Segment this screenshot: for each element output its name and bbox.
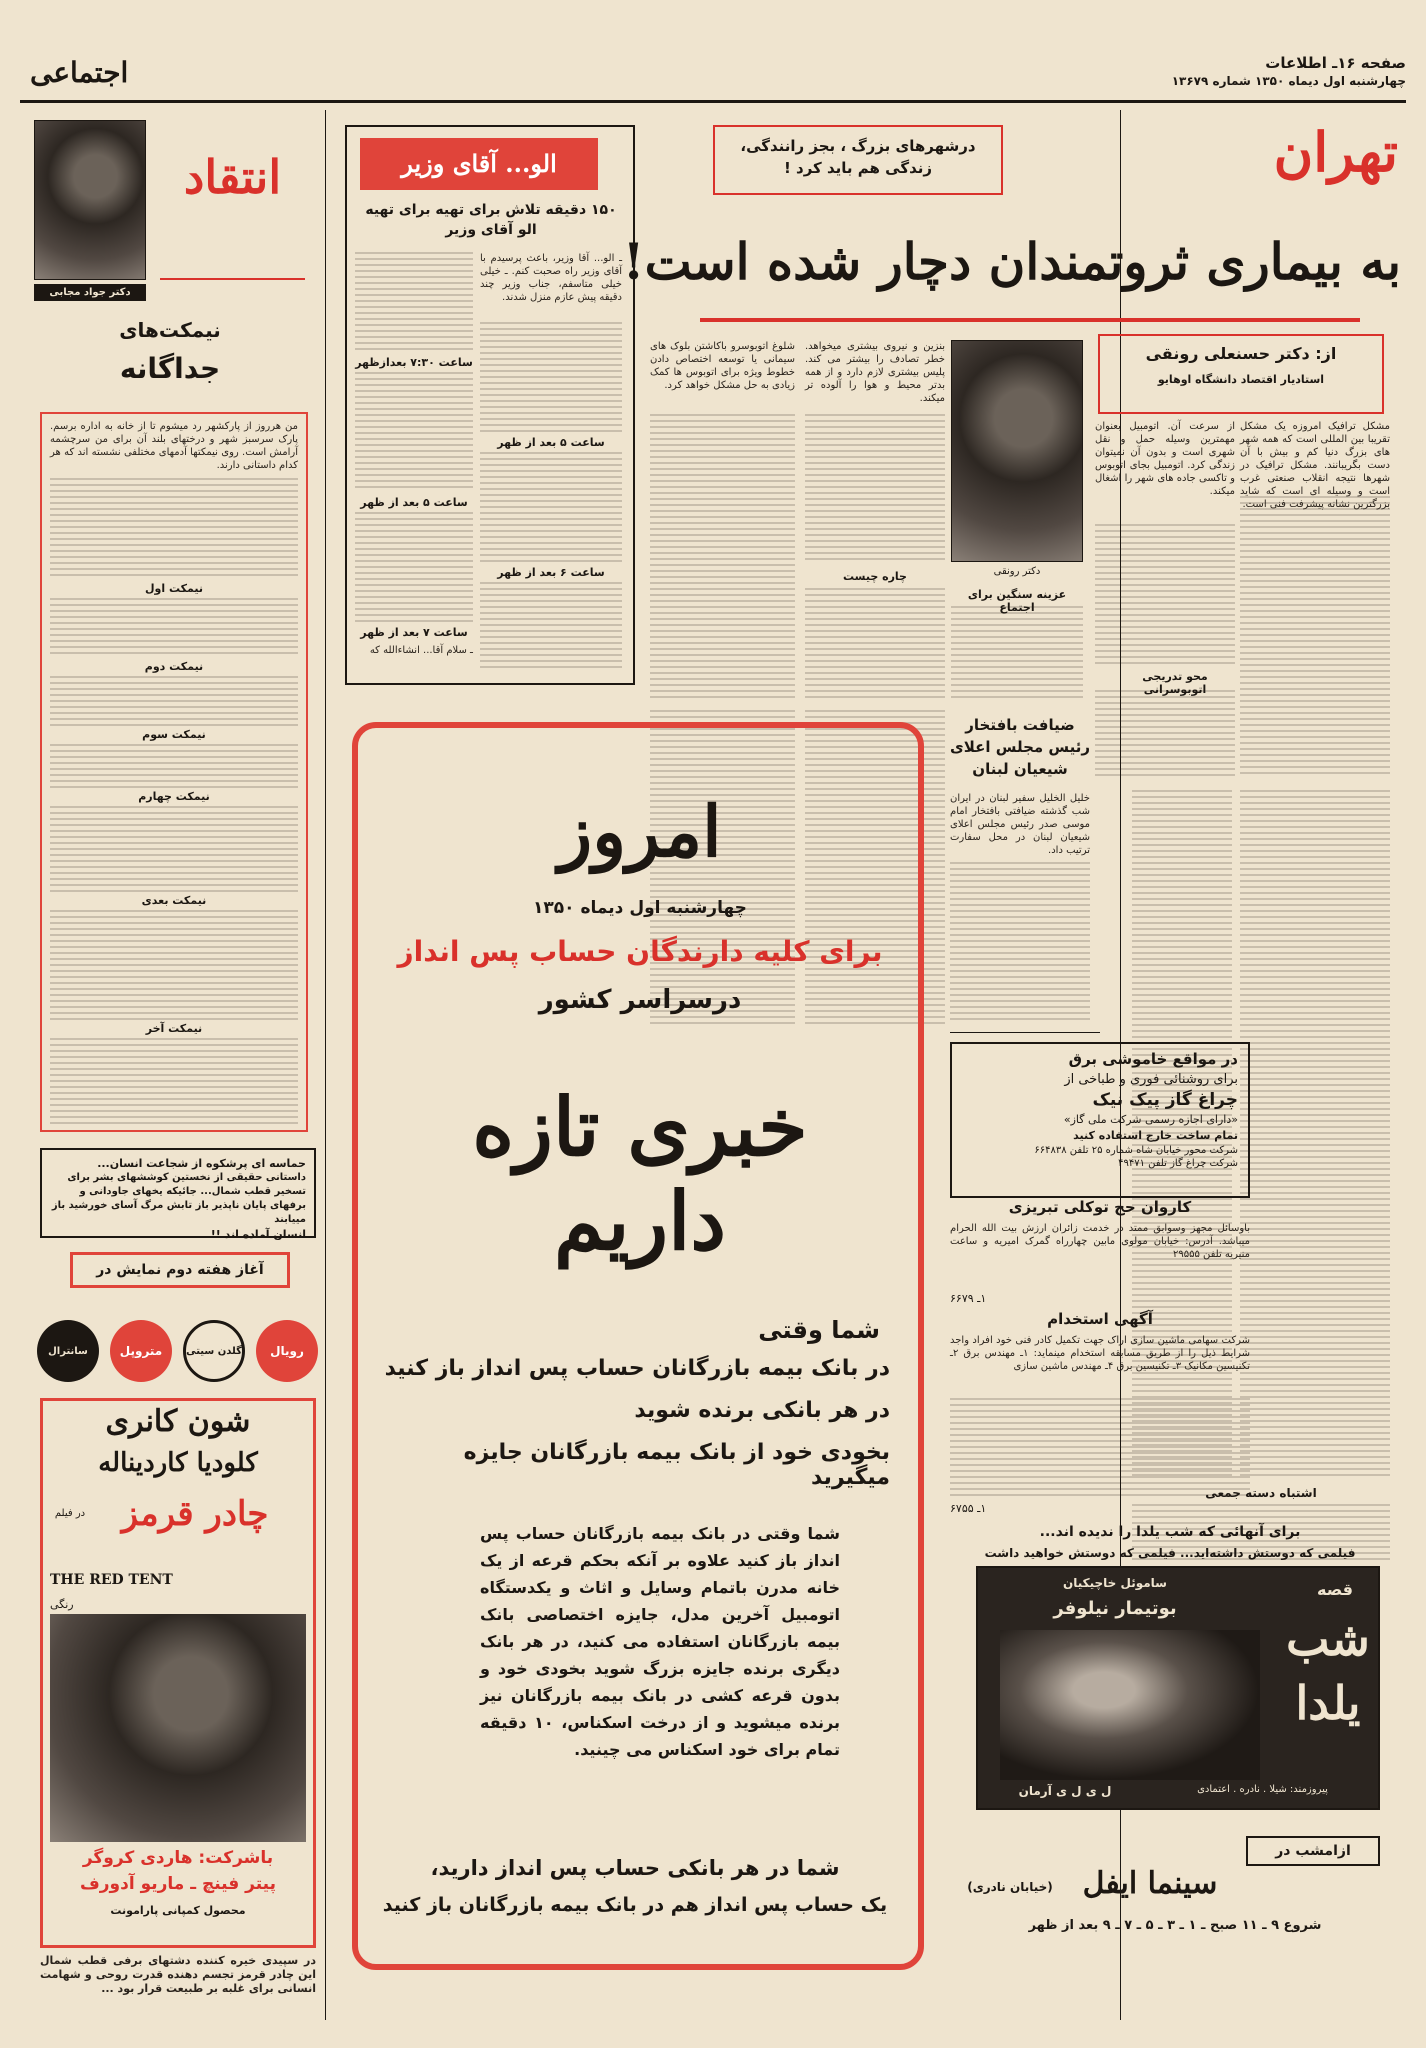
tehran-col-2b (1095, 690, 1235, 780)
column-text-2 (50, 598, 298, 658)
bench-1: نیمکت اول (144, 582, 204, 595)
author-photo (951, 340, 1083, 562)
masthead (20, 40, 1406, 100)
job-list (950, 1398, 1250, 1498)
yalda-intro-2: فیلمی که دوستش داشته‌اید... فیلمی که دوستش خواهید داشت (984, 1546, 1356, 1560)
theater-week: آغاز هفته دوم نمایش در (70, 1252, 290, 1288)
allo-time-3: ساعت ۷:۳۰ بعدازظهر (355, 356, 473, 369)
bank-line2: درسراسر کشور (538, 985, 742, 1015)
tehran-col-5 (805, 588, 945, 700)
allo-time-1: ساعت ۵ بعد از ظهر (497, 436, 605, 449)
bank-big: خبری تازه داریم (472, 1080, 808, 1268)
yalda-from: ازامشب در (1275, 1843, 1351, 1859)
theater-p3: انسان آماده اند !! (210, 1228, 306, 1241)
bench-4: نیمکت چهارم (138, 790, 210, 803)
hajj-body: باوسائل مجهز وسوابق ممتد در خدمت زائران ارزش بیت الله الحرام میباشد. آدرس: خیابان مولوی مابین چهارراه گمرک امیریه و ساعت منیریه تلفن ۲۹۵۵۵ (950, 1223, 1250, 1260)
subhead-solution: چاره چیست (843, 570, 907, 583)
theater-p2: داستانی حقیقی از نخستین کوششهای بشر برای تسخیر قطب شمال... جائیکه یخهای جاودانی و برفهای پایان ناپذیر باز تابش مرگ آسای خورشید باز مییابند (51, 1172, 306, 1225)
bank-s4: بخودی خود از بانک بیمه بازرگانان جایزه میگیرید (463, 1440, 890, 1490)
yalda-title-2: یلدا (1295, 1676, 1361, 1730)
enteghad-logo-text: انتقاد (183, 150, 282, 204)
bench-2: نیمکت دوم (144, 660, 204, 673)
bench-6: نیمکت آخر (145, 1022, 203, 1035)
column-text-1 (50, 478, 298, 578)
column-title-1: نیمکت‌های (119, 318, 221, 342)
cinema-royal: رویال (256, 1320, 318, 1382)
bank-footer-2: یک حساب پس انداز هم در بانک بیمه بازرگانان باز کنید (382, 1894, 888, 1916)
columnist-name: دکتر جواد مجابی (34, 284, 146, 301)
yalda-intro-1: برای آنهائی که شب یلدا را ندیده اند... (1039, 1524, 1301, 1540)
bank-s1: شما وقتی (758, 1316, 880, 1344)
gas-line1: در مواقع خاموشی برق (1068, 1050, 1238, 1068)
col-divider-left (325, 110, 326, 2020)
gas-line6: شرکت محور خیابان شاه شماره ۲۵ تلفن ۶۶۴۸۳۸ (1034, 1145, 1238, 1156)
bank-today: امروز (558, 790, 722, 873)
bench-3: نیمکت سوم (142, 728, 206, 741)
tehran-body-4: شلوغ اتوبوسرو باکاشتن بلوک های سیمانی یا توسعه اختصاص دادن خطوط ویژه برای اتوبوس ها کمک زیادی به حل مشکل خواهد کرد. (650, 341, 795, 391)
job-body: شرکت سهامی ماشین سازی اراک جهت تکمیل کادر فنی خود افراد واجد شرایط ذیل را از طریق مسابقه استخدام مینماید: ۱ـ مهندس برق ۲ـ تکنیسین مکانیک ۳ـ تکنیسین برق ۴ـ مهندس ماشین سازی (950, 1335, 1250, 1372)
issue-date: چهارشنبه اول دیماه ۱۳۵۰ شماره ۱۳۶۷۹ (1171, 74, 1406, 88)
guest-headline: ضیافت بافتخار رئیس مجلس اعلای شیعیان لبنان (950, 716, 1090, 778)
cinema-central: سانترال (37, 1320, 99, 1382)
bench-5: نیمکت بعدی (141, 894, 207, 907)
redtent-caption: در سپیدی خیره کننده دشتهای برفی قطب شمال این چادر قرمز تجسم دهنده قدرت روحی و شهامت انسانی برای غلبه بر طبیعت قرار بود ... (40, 1954, 316, 1995)
guest-body: خلیل الخلیل سفیر لبنان در ایران شب گذشته ضیافتی بافتخار امام موسی صدر رئیس مجلس اعلای شیعیان لبنان در محل سفارت ترتیب داد. (950, 793, 1090, 856)
gas-ad (950, 1042, 1250, 1198)
tehran-col-6 (650, 414, 795, 700)
theater-p1: حماسه ای پرشکوه از شجاعت انسان... (97, 1157, 306, 1170)
tehran-kicker: درشهرهای بزرگ ، بجز رانندگی، زندگی هم باید کرد ! (740, 137, 976, 177)
column-intro: من هرروز از پارکشهر رد میشوم تا از خانه به اداره برسم. پارک سرسبز شهر و درختهای بلند آن برای من سرچشمه آرامش است. روی نیمکتها آدمهای مختلفی نشسته اند که هر کدام داستانی دارند. (50, 421, 298, 471)
allo-col-5 (355, 372, 473, 492)
tehran-body-2: از سرعت آن. اتومبیل بعنوان مهمترین وسیله حمل و نقل شهری است و بدون آن نمیتوان زندگی کرد. اتومبیل بجای اتوبوس و تاکسی جاده های شهر را اشغال میکند. (1095, 421, 1235, 497)
author-name: از: دکتر حسنعلی رونقی (1145, 344, 1337, 363)
job-code: ۱ـ ۶۷۵۵ (950, 1502, 987, 1515)
allo-time-4: ساعت ۵ بعد از ظهر (360, 496, 468, 509)
bank-s3: در هر بانکی برنده شوید (634, 1398, 890, 1423)
yalda-title-1: شب (1286, 1612, 1370, 1666)
cinema-metropol: متروپل (110, 1320, 172, 1382)
author-box (1098, 334, 1384, 414)
tehran-label: تهران (1273, 120, 1398, 184)
subhead-bus: محو تدریجی اتوبوسرانی (1142, 670, 1208, 696)
tehran-col-4 (805, 414, 945, 564)
yalda-cinema: سینما ایفل (1082, 1866, 1218, 1901)
column-text-4 (50, 744, 298, 788)
redtent-cast-1: باشرکت: هاردی کروگر (82, 1848, 274, 1868)
section-title: اجتماعی (30, 56, 129, 89)
yalda-studio: ساموئل خاچیکیان (1063, 1576, 1167, 1590)
hajj-code: ۱ـ ۶۶۷۹ (950, 1292, 987, 1305)
allo-body: ـ الو... آقا وزیر، باعث پرسیدم با آقای وزیر راه صحبت کنم. ـ خیلی خیلی متاسفم، جناب وزیر چند دقیقه پیش عازم منزل شدند. (480, 253, 622, 303)
bank-s2: در بانک بیمه بازرگانان حساب پس انداز باز کنید (384, 1356, 890, 1381)
column-text-7 (50, 1038, 298, 1124)
allo-time-2: ساعت ۶ بعد از ظهر (497, 566, 605, 579)
redtent-cast-2: پیتر فینچ ـ ماریو آدورف (80, 1874, 276, 1894)
author-title: استادیار اقتصاد دانشگاه اوهایو (1157, 373, 1325, 386)
yalda-photo (1000, 1630, 1260, 1780)
guest-rule (950, 1032, 1100, 1033)
bank-line1: برای کلیه دارندگان حساب پس انداز (397, 935, 883, 968)
yalda-from-box (1246, 1836, 1380, 1866)
redtent-title-en: THE RED TENT (50, 1572, 173, 1588)
redtent-actor-1: شون کانری (105, 1404, 251, 1439)
redtent-color: رنگی (50, 1598, 74, 1611)
yalda-stars: بوتیمار نیلوفر (1053, 1598, 1177, 1619)
tehran-col-7 (1240, 790, 1390, 1480)
subhead-cost: عزینه سنگین برای اجتماع (967, 588, 1067, 614)
bank-footer-1: شما در هر بانکی حساب پس انداز دارید، (430, 1856, 840, 1880)
tehran-col-2 (1095, 524, 1235, 664)
yalda-word: قصه (1317, 1580, 1353, 1599)
yalda-lead: ل ی ل ی آرمان (1018, 1784, 1112, 1798)
allo-headline: ۱۵۰ دقیقه تلاش برای تهیه برای تهیه الو آقای وزیر (365, 202, 617, 238)
gas-line3: چراغ گاز پیک نیک (1092, 1090, 1238, 1110)
gas-line2: برای روشنائی فوری و طباخی از (1064, 1072, 1238, 1087)
allo-col-1 (480, 322, 622, 432)
photo-caption: دکتر رونقی (993, 566, 1041, 577)
tehran-body-1: مشکل ترافیک امروزه یک مشکل تقریبا بین المللی است که همه شهر های بزرگ دنیا کم و بیش با آن دست بگریبانند. مشکل ترافیک در شهرها نتیجه انقلاب صنعتی غرب است و وسیله ای است که شاید بزرگترین نشانه پیشرفت فنی است. (1240, 421, 1390, 510)
cinema-golden-city: گلدن سیتی (183, 1320, 245, 1382)
tehran-col-1 (1240, 496, 1390, 776)
allo-col-2 (480, 452, 622, 562)
column-title-2: جداگانه (119, 352, 221, 385)
tehran-headline: به بیماری ثروتمندان دچار شده است! (622, 232, 1401, 291)
redtent-prod: محصول کمپانی پارامونت (110, 1904, 246, 1917)
header-rule (20, 100, 1406, 103)
yalda-cast: پیروزمند: شیلا . نادره . اعتمادی (1197, 1784, 1328, 1795)
page-number: صفحه ۱۶ـ اطلاعات (1265, 54, 1406, 72)
allo-col-6 (355, 512, 473, 622)
bank-date: چهارشنبه اول دیماه ۱۳۵۰ (533, 898, 747, 918)
yalda-times: شروع ۹ ـ ۱۱ صبح ـ ۱ ـ ۳ ـ ۵ ـ ۷ ـ ۹ بعد از ظهر (1028, 1918, 1322, 1933)
allo-end: ـ سلام آقا... انشاءالله که (369, 645, 473, 656)
bank-body: شما وقتی در بانک بیمه بازرگانان حساب پس انداز باز کنید علاوه بر آنکه بحکم قرعه از یک خانه مدرن باتمام وسایل و اثاث و یکدستگاه اتومبیل آخرین مدل، جایزه اختصاصی بانک بیمه بازرگانان استفاده می کنید، در هر بانک دیگری برنده جایزه بزرگ شوید بخودی خود و بدون قرعه کشی در بانک بیمه بازرگانان نیز برنده میشوید و از درخت اسکناس، ۱۰ دقیقه تمام برای خود اسکناس می چینید. (480, 1524, 841, 1759)
gas-line5: تمام ساخت خارج استفاده کنید (1073, 1129, 1238, 1142)
redtent-image (50, 1614, 306, 1842)
tehran-col-3 (951, 606, 1083, 702)
subhead-mistake: اشتباه دسته جمعی (1205, 1486, 1317, 1500)
redtent-actor-2: کلودیا کاردیناله (98, 1448, 258, 1478)
tehran-body-3: بنزین و نیروی بیشتری میخواهد. خطر تصادف را بیشتر می کند. پلیس بیشتری لازم دارد و از همه بدتر محیط و هوا را آلوده تر میکند. (805, 341, 945, 404)
gas-line7: شرکت چراغ گاز تلفن ۴۹۴۷۱ (1118, 1158, 1238, 1169)
job-title: آگهی استخدام (1047, 1310, 1153, 1328)
hajj-title: کاروان حج توکلی تبریزی (1008, 1198, 1192, 1216)
redtent-presents: در فیلم (54, 1508, 86, 1519)
guest-col-1 (950, 862, 1090, 1022)
headline-underline (700, 318, 1360, 322)
allo-col-3 (480, 582, 622, 672)
yalda-street: (خیابان نادری) (967, 1880, 1053, 1894)
column-text-3 (50, 676, 298, 726)
column-text-5 (50, 806, 298, 892)
column-text-6 (50, 910, 298, 1020)
redtent-title-fa: چادر قرمز (121, 1494, 269, 1534)
enteghad-logo (160, 120, 305, 280)
allo-col-4 (355, 252, 473, 352)
columnist-photo (34, 120, 146, 280)
gas-line4: «دارای اجازه رسمی شرکت ملی گاز» (1063, 1113, 1238, 1126)
allo-banner: الو... آقای وزیر (360, 138, 598, 190)
allo-time-5: ساعت ۷ بعد از ظهر (360, 626, 468, 639)
theater-frame (40, 1148, 316, 1241)
tehran-kicker-box (713, 125, 1003, 195)
